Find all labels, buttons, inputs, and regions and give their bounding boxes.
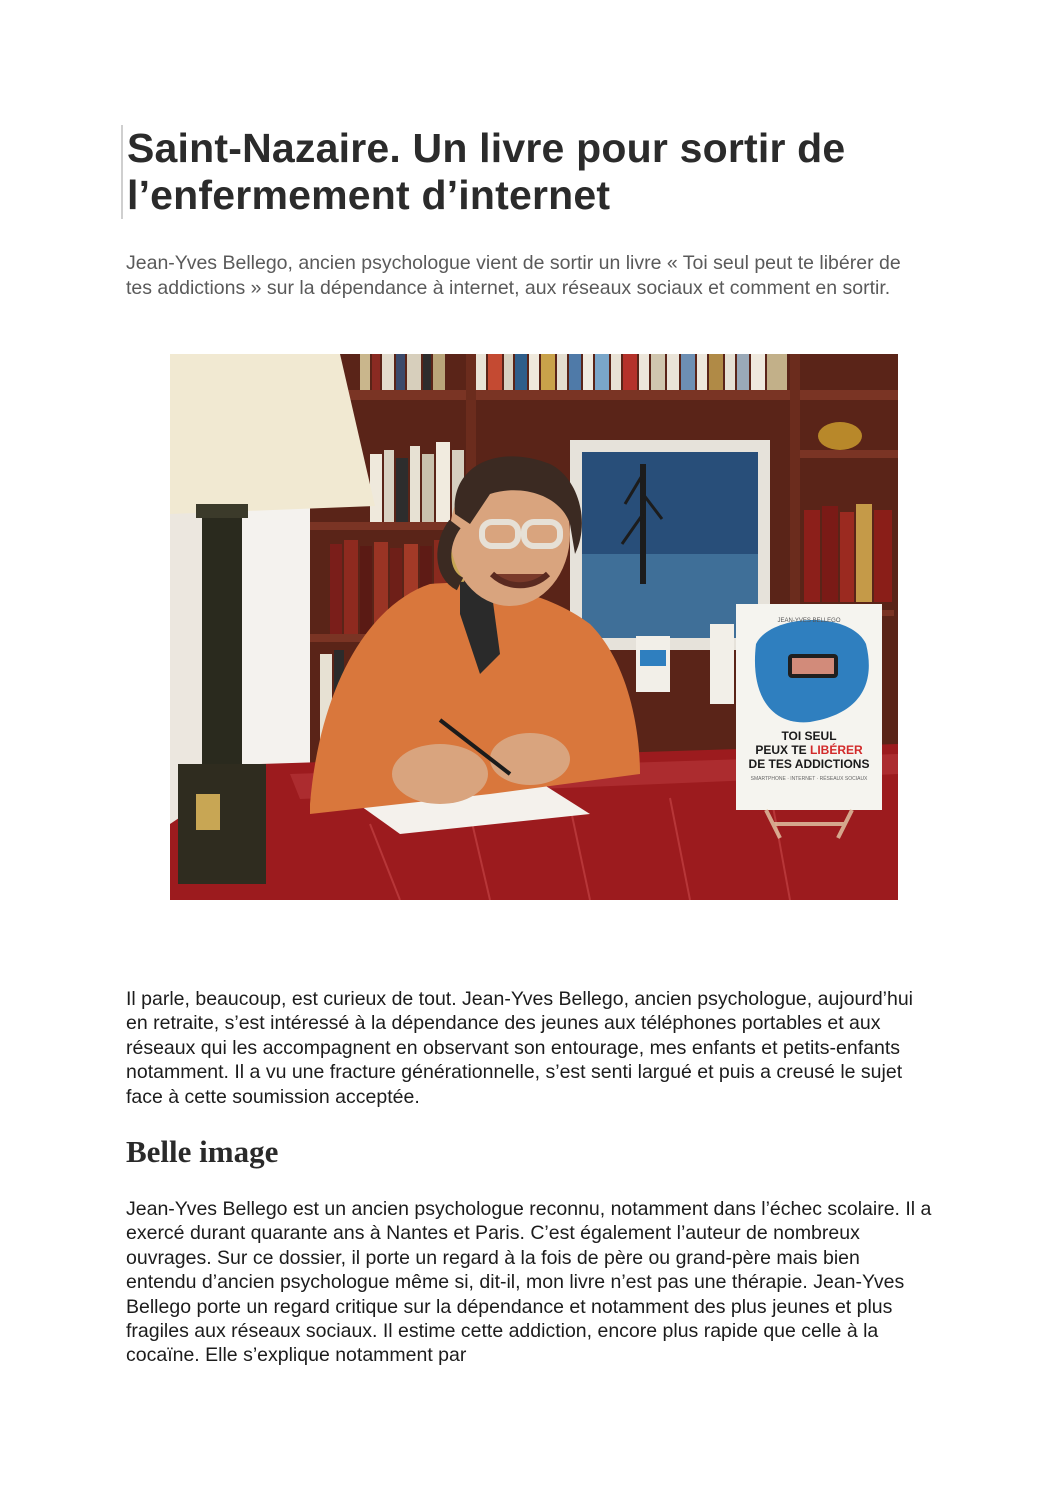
article-lede: Jean-Yves Bellego, ancien psychologue vient de sortir un livre « Toi seul peut te libérer de tes addictions » sur la dépendance à internet, aux réseaux sociaux et comment en sortir. [126, 252, 901, 299]
headline-block [121, 125, 947, 219]
article-photo [170, 354, 898, 900]
book-title-line2: PEUX TE LIBÉRER [755, 743, 863, 757]
book-author: JEAN-YVES BELLEGO [777, 618, 841, 624]
article-paragraph-1: Il parle, beaucoup, est curieux de tout. Jean-Yves Bellego, ancien psychologue, aujourd’hui en retraite, s’est intéressé à la dépendance des jeunes aux téléphones portables et aux réseaux qui les accompagnent en observant son entourage, mes enfants et petits-enfants notamment. Il a vu une fracture générationnelle, s’est senti largué et puis a creusé le sujet face à cette soumission acceptée. [126, 988, 914, 1108]
book-title-line3: DE TES ADDICTIONS [748, 757, 870, 771]
book-subtitle: SMARTPHONE · INTERNET · RÉSEAUX SOCIAUX [750, 776, 868, 782]
article-subheading: Belle image [126, 1134, 279, 1169]
book-title-line1: TOI SEUL [781, 729, 837, 743]
article-paragraph-2: Jean-Yves Bellego est un ancien psychologue reconnu, notamment dans l’échec scolaire. Il a exercé durant quarante ans à Nantes et Paris. C’est également l’auteur de nombreux ouvrages. Sur ce dossier, il porte un regard à la fois de père ou grand-père mais bien entendu d’ancien psychologue même si, dit-il, mon livre n’est pas une thérapie. Jean-Yves Bellego porte un regard critique sur la dépendance et notamment des plus jeunes et plus fragiles aux réseaux sociaux. Il estime cette addiction, encore plus rapide que celle à la cocaïne. Elle s’explique notamment par [126, 1198, 932, 1367]
article-headline: Saint-Nazaire. Un livre pour sortir de l’enfermement d’internet [127, 125, 846, 218]
